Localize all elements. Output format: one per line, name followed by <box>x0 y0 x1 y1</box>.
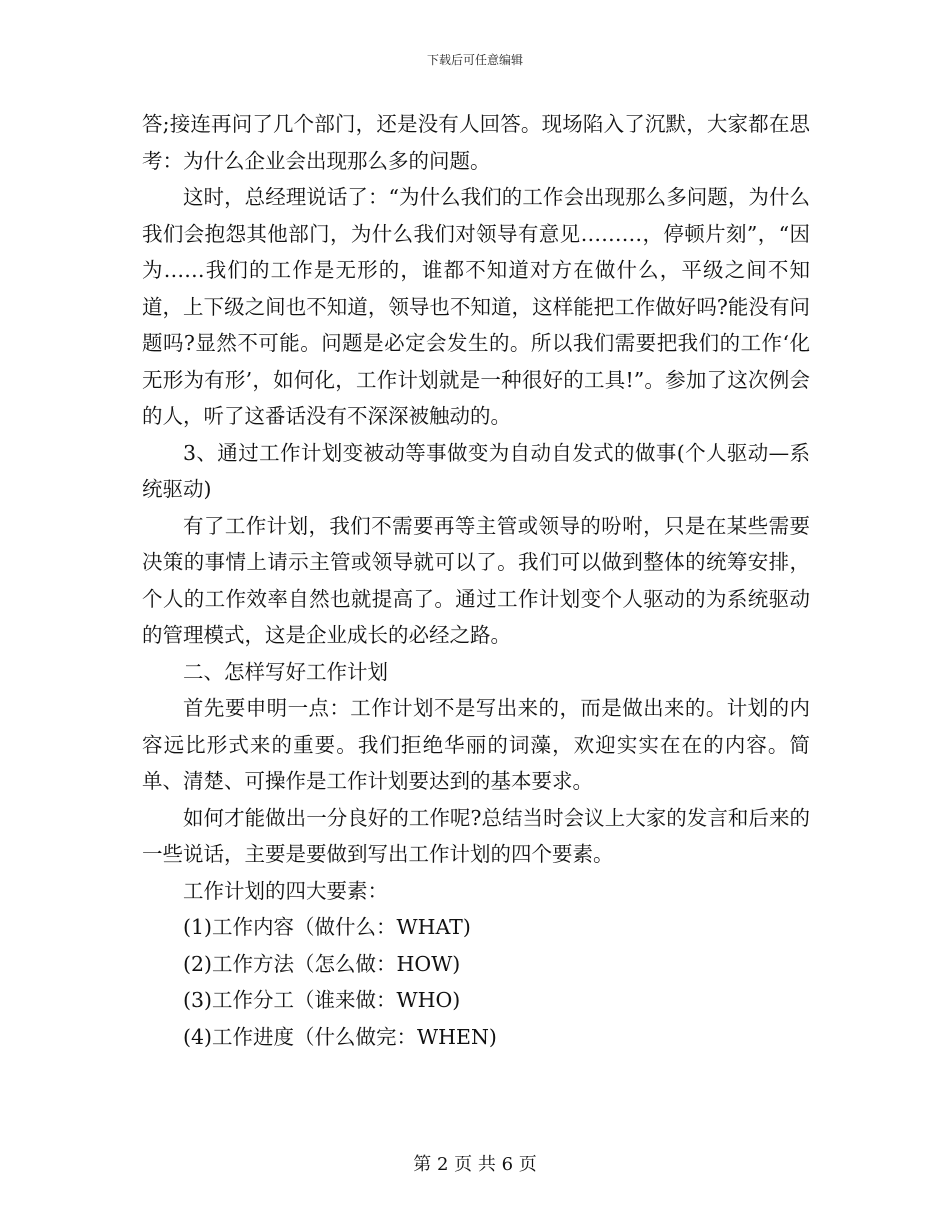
footer-label-page-unit: 页 <box>454 1154 473 1175</box>
page-footer <box>0 1153 950 1177</box>
paragraph-continuation: 答;接连再问了几个部门，还是没有人回答。现场陷入了沉默，大家都在思考：为什么企业会出现那么多的问题。 <box>142 112 810 173</box>
footer-label-total-unit: 页 <box>518 1154 537 1175</box>
footer-current-page: 2 <box>436 1154 449 1175</box>
list-title-four-elements: 工作计划的四大要素： <box>183 878 388 903</box>
paragraph-four-elements-intro: 如何才能做出一分良好的工作呢?总结当时会议上大家的发言和后来的一些说话，主要是要做到写出工作计划的四个要素。 <box>142 805 810 866</box>
paragraph-system-driven: 有了工作计划，我们不需要再等主管或领导的吩咐，只是在某些需要决策的事情上请示主管或领导就可以了。我们可以做到整体的统筹安排，个人的工作效率自然也就提高了。通过工作计划变个人驱动的为系统驱动的管理模式，这是企业成长的必经之路。 <box>142 513 810 647</box>
footer-total-pages: 6 <box>501 1154 514 1175</box>
section-heading-2: 二、怎样写好工作计划 <box>183 659 388 684</box>
document-body <box>142 106 810 1055</box>
footer-label-total: 共 <box>477 1154 496 1175</box>
list-item-what: (1)工作内容（做什么：WHAT) <box>183 915 471 939</box>
list-item-who: (3)工作分工（谁来做：WHO) <box>183 988 461 1012</box>
footer-label-page: 第 <box>413 1154 432 1175</box>
paragraph-manager-speech: 这时，总经理说话了：“为什么我们的工作会出现那么多问题，为什么我们会抱怨其他部门，为什么我们对领导有意见………，停顿片刻”，“因为……我们的工作是无形的，谁都不知道对方在做什么，平级之间不知道，上下级之间也不知道，领导也不知道，这样能把工作做好吗?能没有问题吗?显然不可能。问题是必定会发生的。所以我们需要把我们的工作‘化无形为有形’，如何化，工作计划就是一种很好的工具!”。参加了这次例会的人，听了这番话没有不深深被触动的。 <box>142 185 810 428</box>
list-item-when: (4)工作进度（什么做完：WHEN) <box>183 1024 497 1049</box>
paragraph-plan-requirements: 首先要申明一点：工作计划不是写出来的，而是做出来的。计划的内容远比形式来的重要。我们拒绝华丽的词藻，欢迎实实在在的内容。简单、清楚、可操作是工作计划要达到的基本要求。 <box>142 696 810 793</box>
list-item-how: (2)工作方法（怎么做：HOW) <box>183 951 461 976</box>
page-header: 下载后可任意编辑 <box>426 53 523 67</box>
section-heading-3: 3、通过工作计划变被动等事做变为自动自发式的做事(个人驱动—系统驱动) <box>142 440 810 501</box>
